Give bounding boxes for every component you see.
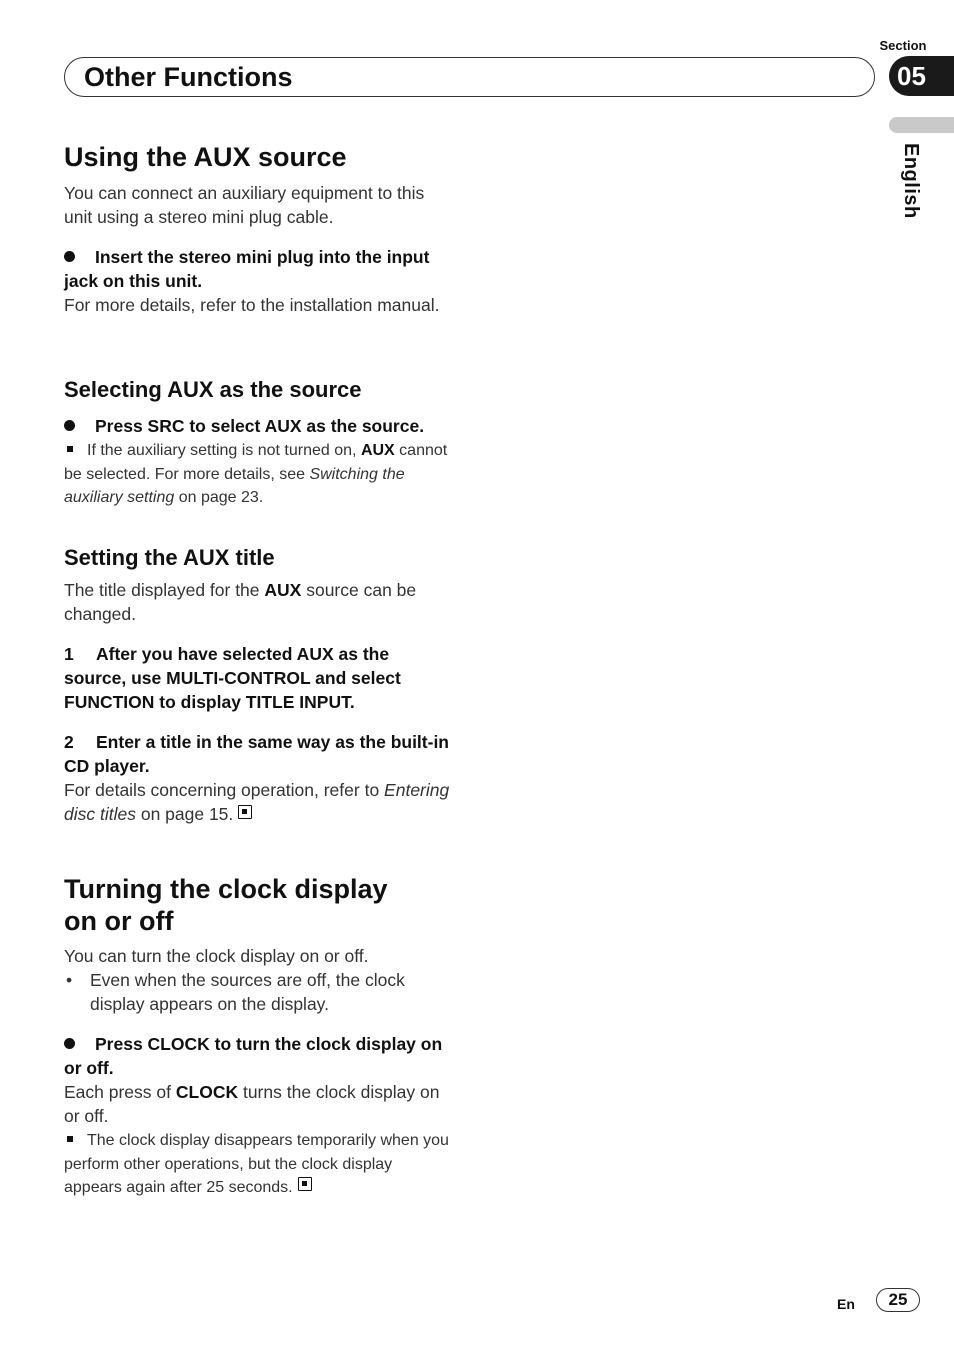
language-tab bbox=[889, 117, 954, 133]
aux-heading: Using the AUX source bbox=[64, 142, 347, 172]
aux-title-intro: The title displayed for the AUX source can be changed. bbox=[64, 580, 417, 624]
step-2: 2 Enter a title in the same way as the built-in CD player. bbox=[64, 732, 449, 776]
language-label: English bbox=[900, 143, 922, 219]
select-step: Press SRC to select AUX as the source. bbox=[64, 414, 452, 438]
insert-step: Insert the stereo mini plug into the input jack on this unit. bbox=[64, 247, 430, 291]
page-number: 25 bbox=[876, 1288, 920, 1312]
step-2-detail: For details concerning operation, refer to Entering disc titles on page 15. bbox=[64, 780, 450, 824]
section-number-badge: 05 bbox=[889, 56, 954, 96]
aux-title-heading: Setting the AUX title bbox=[64, 545, 275, 570]
language-code: En bbox=[837, 1296, 855, 1312]
note-square-icon bbox=[67, 446, 73, 452]
entering-disc-titles-link: Entering disc titles bbox=[64, 780, 450, 824]
step-1: 1 After you have selected AUX as the source, use MULTI-CONTROL and select FUNCTION to display TITLE INPUT. bbox=[64, 644, 401, 712]
end-mark-icon bbox=[238, 805, 252, 819]
chapter-title: Other Functions bbox=[84, 62, 293, 92]
end-mark-icon bbox=[298, 1177, 312, 1191]
clock-heading: Turning the clock display on or off bbox=[64, 874, 388, 936]
selecting-heading: Selecting AUX as the source bbox=[64, 377, 362, 402]
bullet-icon bbox=[64, 1038, 75, 1049]
bullet-icon bbox=[64, 251, 75, 262]
insert-detail: For more details, refer to the installation manual. bbox=[64, 295, 440, 315]
bullet-icon bbox=[64, 420, 75, 431]
note-square-icon bbox=[67, 1136, 73, 1142]
select-note: If the auxiliary setting is not turned on, AUX cannot be selected. For more details, see Switching the auxiliary setting on page 23. bbox=[64, 442, 448, 506]
clock-detail: Each press of CLOCK turns the clock display on or off. bbox=[64, 1082, 440, 1126]
clock-intro: You can turn the clock display on or off. bbox=[64, 946, 369, 966]
aux-intro: You can connect an auxiliary equipment to this unit using a stereo mini plug cable. bbox=[64, 183, 425, 227]
clock-note: The clock display disappears temporarily when you perform other operations, but the clock display appears again after 25 seconds. bbox=[64, 1132, 449, 1196]
clock-bullet: • Even when the sources are off, the clock display appears on the display. bbox=[64, 968, 452, 1016]
clock-step: Press CLOCK to turn the clock display on or off. bbox=[64, 1034, 443, 1078]
section-label: Section bbox=[879, 38, 927, 53]
switching-aux-link: Switching the auxiliary setting bbox=[64, 465, 405, 506]
